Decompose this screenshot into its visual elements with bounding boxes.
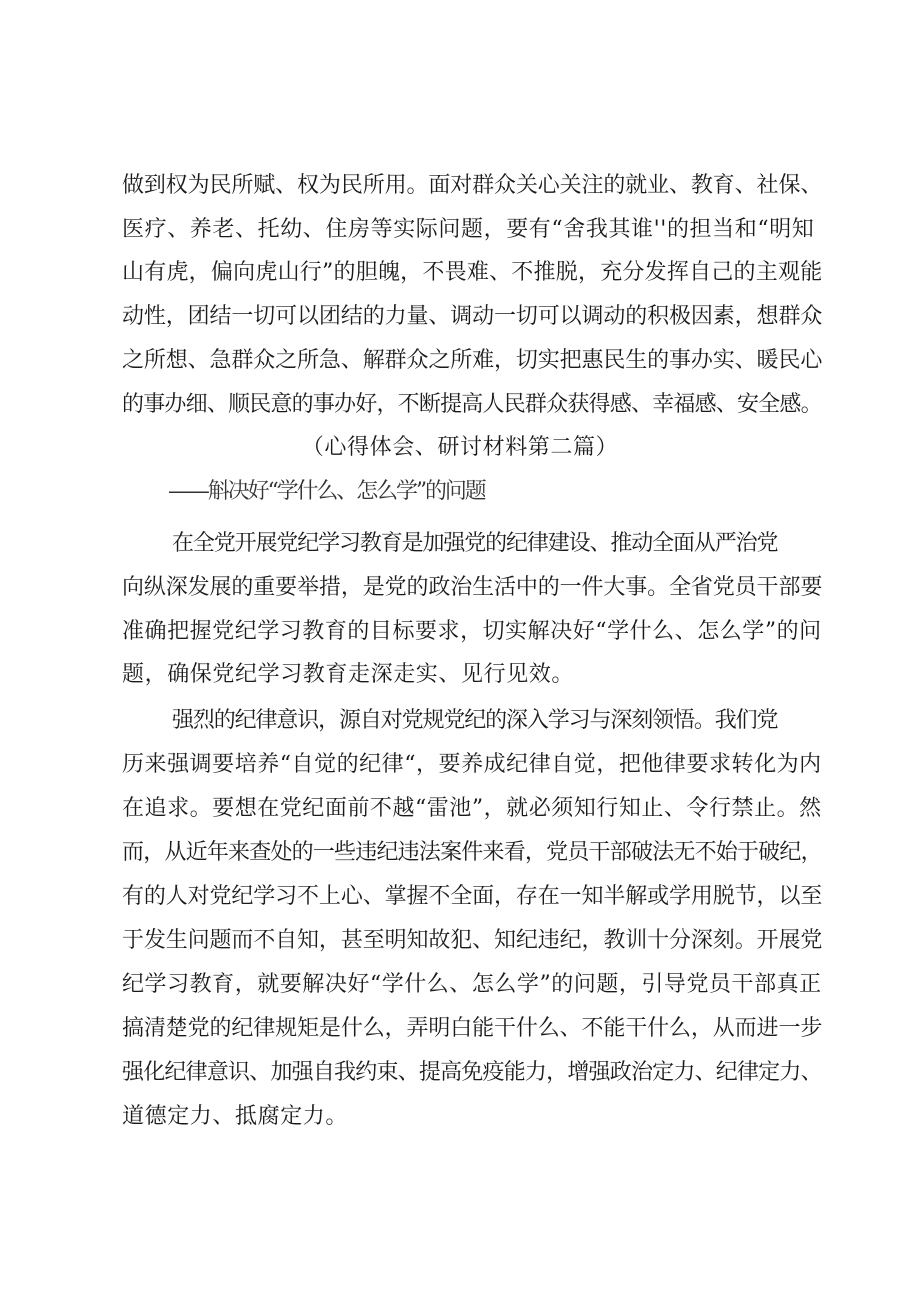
paragraph-line: 的事办细、顺民意的事办好，不断提高人民群众获得感、幸福感、安全感。 bbox=[122, 392, 822, 417]
paragraph-line: 做到权为民所赋、权为民所用。面对群众关心关注的就业、教育、社保、 bbox=[122, 173, 823, 198]
paragraph-line: 题，确保党纪学习教育走深走实、见行见效。 bbox=[122, 662, 575, 687]
paragraph-line: 在全党开展党纪学习教育是加强党的纪律建设、推动全面从严治党 bbox=[172, 531, 778, 556]
paragraph-line: 于发生问题而不自知，甚至明知故犯、知纪违纪，教训十分深刻。开展党 bbox=[122, 928, 823, 953]
paragraph-line: 有的人对党纪学习不上心、掌握不全面，存在一知半解或学用脱节，以至 bbox=[122, 884, 823, 909]
paragraph-line: 在追求。要想在党纪面前不越“雷池”，就必须知行知止、令行禁止。然 bbox=[122, 796, 822, 821]
paragraph-line: 强化纪律意识、加强自我约束、提高免疫能力，增强政治定力、纪律定力、 bbox=[122, 1060, 822, 1085]
paragraph-line: 动性，团结一切可以团结的力量、调动一切可以调动的积极因素，想群众 bbox=[122, 304, 823, 329]
paragraph-line: 向纵深发展的重要举措，是党的政治生活中的一件大事。全省党员干部要 bbox=[122, 575, 823, 600]
paragraph-line: 强烈的纪律意识，源自对党规党纪的深入学习与深刻领悟。我们党 bbox=[172, 708, 778, 733]
section-subtitle: ——斛决好“学什么、怎么学”的问题 bbox=[168, 479, 485, 504]
paragraph-line: 之所想、急群众之所急、解群众之所难，切实把惠民生的事办实、暖民心 bbox=[122, 348, 823, 373]
paragraph-line: 山有虎，偏向虎山行”的胆魄，不畏难、不推脱，充分发挥自己的主观能 bbox=[122, 260, 823, 285]
paragraph-line: 医疗、养老、托幼、住房等实际问题，要有“舍我其谁''的担当和“明知 bbox=[122, 217, 815, 242]
paragraph-line: 准确把握党纪学习教育的目标要求，切实解决好“学什么、怎么学”的问 bbox=[122, 619, 822, 644]
paragraph-line: 搞清楚党的纪律规矩是什么，弄明白能干什么、不能干什么，从而进一步 bbox=[122, 1016, 823, 1041]
paragraph-line: 而，从近年来查处的一些违纪违法案件来看，党员干部破法无不始于破纪， bbox=[122, 840, 822, 865]
paragraph-line: 道德定力、抵腐定力。 bbox=[122, 1104, 349, 1129]
section-title: （心得体会、研讨材料第二篇） bbox=[301, 435, 619, 460]
paragraph-line: 纪学习教育，就要解决好“学什么、怎么学”的问题，引导党员干部真正 bbox=[122, 972, 822, 997]
paragraph-line: 历来强调要培养“自觉的纪律“，要养成纪律自觉，把他律要求转化为内 bbox=[122, 752, 822, 777]
